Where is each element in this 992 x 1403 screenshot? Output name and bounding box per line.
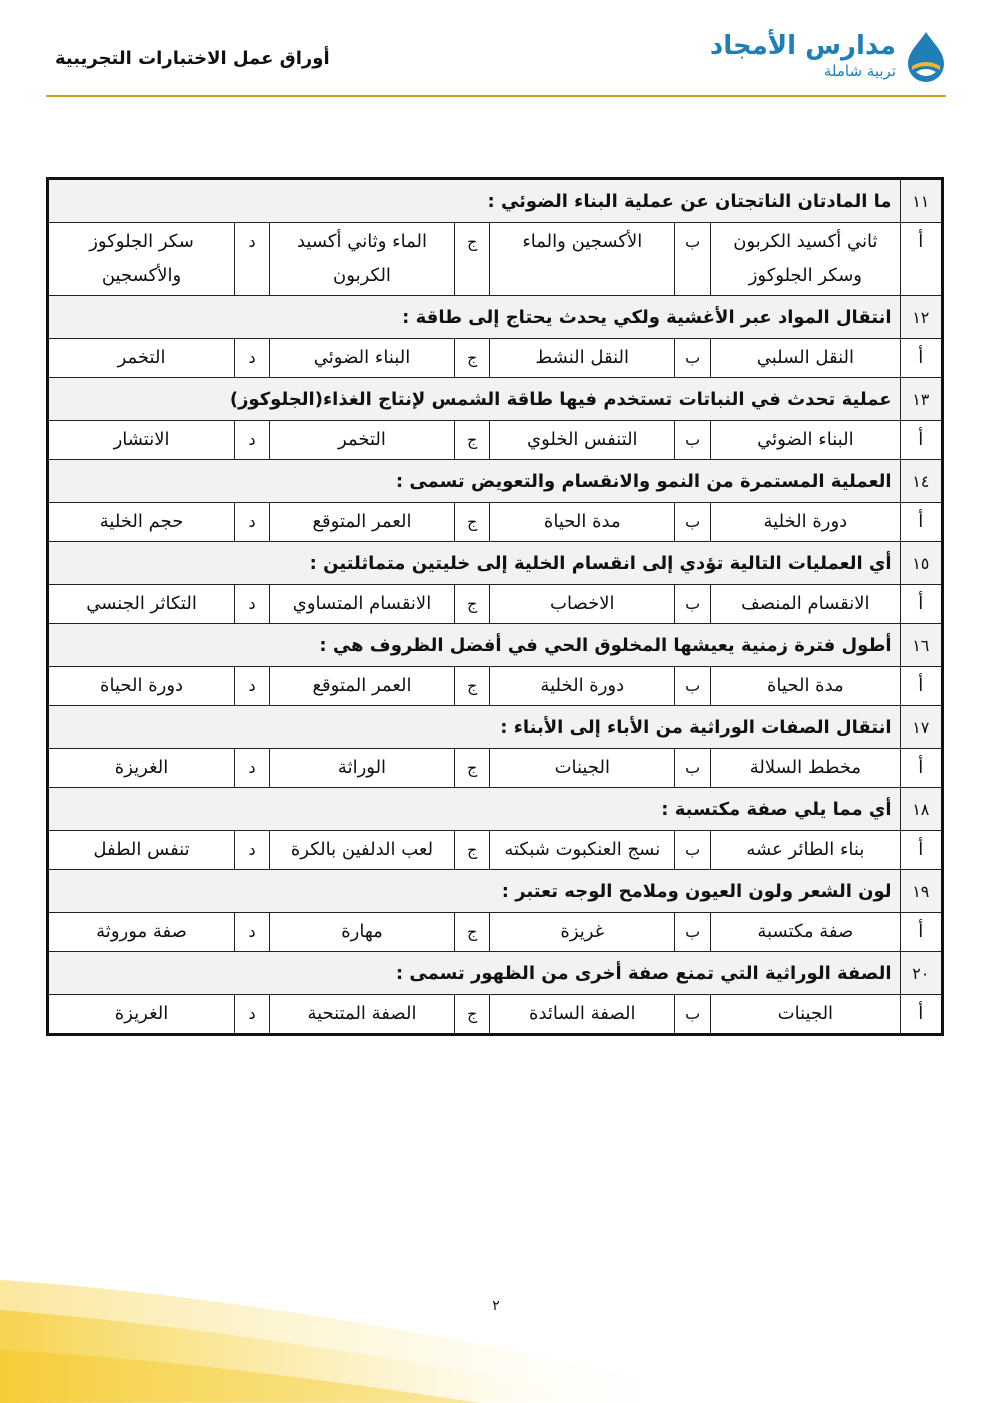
option-letter-c: ج: [454, 503, 489, 542]
option-d[interactable]: الانتشار: [48, 421, 235, 460]
question-row: [48, 624, 943, 667]
question-text: أطول فترة زمنية يعيشها المخلوق الحي في أفضل الظروف هي :: [48, 624, 901, 667]
option-letter-c: ج: [454, 223, 489, 296]
question-text: أي مما يلي صفة مكتسبة :: [48, 788, 901, 831]
question-text: ما المادتان الناتجتان عن عملية البناء الضوئي :: [48, 179, 901, 223]
question-row: [48, 870, 943, 913]
question-number: ١١: [900, 179, 942, 223]
option-letter-c: ج: [454, 831, 489, 870]
page-header: [0, 0, 992, 100]
answer-row: [48, 831, 943, 870]
question-number: ١٢: [900, 296, 942, 339]
question-row: [48, 952, 943, 995]
option-b[interactable]: دورة الخلية: [490, 667, 675, 706]
option-letter-a: أ: [900, 421, 942, 460]
answer-row: [48, 223, 943, 296]
answer-row: [48, 585, 943, 624]
option-b[interactable]: الاخصاب: [490, 585, 675, 624]
option-letter-a: أ: [900, 995, 942, 1035]
option-c[interactable]: الوراثة: [270, 749, 455, 788]
logo-name: مدارس الأمجاد: [709, 31, 896, 61]
question-number: ١٥: [900, 542, 942, 585]
option-letter-a: أ: [900, 223, 942, 296]
option-letter-b: ب: [675, 749, 711, 788]
option-letter-c: ج: [454, 421, 489, 460]
option-d[interactable]: تنفس الطفل: [48, 831, 235, 870]
answer-row: [48, 749, 943, 788]
header-divider: [46, 95, 946, 97]
option-c[interactable]: الانقسام المتساوي: [270, 585, 455, 624]
option-letter-c: ج: [454, 585, 489, 624]
question-text: لون الشعر ولون العيون وملامح الوجه تعتبر :: [48, 870, 901, 913]
answer-row: [48, 667, 943, 706]
option-b[interactable]: النقل النشط: [490, 339, 675, 378]
option-letter-d: د: [235, 503, 270, 542]
option-letter-b: ب: [675, 831, 711, 870]
page-number: ٢: [492, 1298, 500, 1314]
option-b[interactable]: الجينات: [490, 749, 675, 788]
option-a[interactable]: دورة الخلية: [711, 503, 900, 542]
question-text: انتقال الصفات الوراثية من الأباء إلى الأبناء :: [48, 706, 901, 749]
option-a[interactable]: بناء الطائر عشه: [711, 831, 900, 870]
option-b[interactable]: التنفس الخلوي: [490, 421, 675, 460]
question-row: [48, 378, 943, 421]
option-letter-c: ج: [454, 667, 489, 706]
answer-row: [48, 421, 943, 460]
option-b[interactable]: مدة الحياة: [490, 503, 675, 542]
page-title: أوراق عمل الاختبارات التجريبية: [55, 48, 330, 69]
question-number: ١٤: [900, 460, 942, 503]
option-d[interactable]: الغريزة: [48, 995, 235, 1035]
logo-drop-icon: [904, 30, 948, 82]
logo-tagline: تربية شاملة: [823, 62, 896, 80]
question-number: ١٩: [900, 870, 942, 913]
option-letter-d: د: [235, 995, 270, 1035]
option-d[interactable]: الغريزة: [48, 749, 235, 788]
question-row: [48, 706, 943, 749]
option-a[interactable]: البناء الضوئي: [711, 421, 900, 460]
option-letter-b: ب: [675, 339, 711, 378]
option-d[interactable]: التخمر: [48, 339, 235, 378]
option-b[interactable]: الصفة السائدة: [490, 995, 675, 1035]
school-logo: [710, 30, 948, 82]
question-number: ١٦: [900, 624, 942, 667]
question-number: ٢٠: [900, 952, 942, 995]
option-a[interactable]: ثاني أكسيد الكربون وسكر الجلوكوز: [711, 223, 900, 296]
question-row: [48, 179, 943, 223]
option-letter-a: أ: [900, 749, 942, 788]
questions-table: [46, 177, 944, 1036]
option-letter-b: ب: [675, 667, 711, 706]
answer-row: [48, 913, 943, 952]
answer-row: [48, 339, 943, 378]
option-a[interactable]: مخطط السلالة: [711, 749, 900, 788]
option-b[interactable]: غريزة: [490, 913, 675, 952]
option-letter-a: أ: [900, 667, 942, 706]
option-letter-a: أ: [900, 339, 942, 378]
option-letter-c: ج: [454, 749, 489, 788]
option-letter-b: ب: [675, 913, 711, 952]
answer-row: [48, 995, 943, 1035]
option-letter-d: د: [235, 339, 270, 378]
option-letter-a: أ: [900, 585, 942, 624]
option-d[interactable]: صفة موروثة: [48, 913, 235, 952]
option-c[interactable]: الماء وثاني أكسيد الكربون: [270, 223, 455, 296]
question-text: العملية المستمرة من النمو والانقسام والتعويض تسمى :: [48, 460, 901, 503]
option-c[interactable]: التخمر: [270, 421, 455, 460]
option-c[interactable]: لعب الدلفين بالكرة: [270, 831, 455, 870]
question-row: [48, 788, 943, 831]
option-letter-a: أ: [900, 503, 942, 542]
option-letter-a: أ: [900, 913, 942, 952]
option-letter-d: د: [235, 667, 270, 706]
option-letter-b: ب: [675, 223, 711, 296]
question-number: ١٨: [900, 788, 942, 831]
option-letter-d: د: [235, 831, 270, 870]
option-d[interactable]: التكاثر الجنسي: [48, 585, 235, 624]
option-b[interactable]: نسج العنكبوت شبكته: [490, 831, 675, 870]
option-c[interactable]: البناء الضوئي: [270, 339, 455, 378]
question-text: انتقال المواد عبر الأغشية ولكي يحدث يحتاج إلى طاقة :: [48, 296, 901, 339]
option-letter-b: ب: [675, 421, 711, 460]
option-letter-d: د: [235, 223, 270, 296]
option-letter-d: د: [235, 749, 270, 788]
option-letter-c: ج: [454, 339, 489, 378]
option-a[interactable]: النقل السلبي: [711, 339, 900, 378]
question-number: ١٣: [900, 378, 942, 421]
option-letter-d: د: [235, 913, 270, 952]
decorative-swoosh: [0, 1240, 992, 1403]
option-a[interactable]: مدة الحياة: [711, 667, 900, 706]
answer-row: [48, 503, 943, 542]
question-row: [48, 296, 943, 339]
option-c[interactable]: العمر المتوقع: [270, 503, 455, 542]
question-number: ١٧: [900, 706, 942, 749]
option-letter-c: ج: [454, 995, 489, 1035]
option-b[interactable]: الأكسجين والماء: [490, 223, 675, 296]
option-a[interactable]: الجينات: [711, 995, 900, 1035]
option-d[interactable]: دورة الحياة: [48, 667, 235, 706]
option-c[interactable]: مهارة: [270, 913, 455, 952]
option-c[interactable]: الصفة المتنحية: [270, 995, 455, 1035]
question-row: [48, 460, 943, 503]
option-letter-d: د: [235, 585, 270, 624]
option-a[interactable]: الانقسام المنصف: [711, 585, 900, 624]
question-text: عملية تحدث في النباتات تستخدم فيها طاقة الشمس لإنتاج الغذاء(الجلوكوز): [48, 378, 901, 421]
option-a[interactable]: صفة مكتسبة: [711, 913, 900, 952]
option-c[interactable]: العمر المتوقع: [270, 667, 455, 706]
option-letter-b: ب: [675, 585, 711, 624]
option-letter-b: ب: [675, 995, 711, 1035]
question-row: [48, 542, 943, 585]
question-text: أي العمليات التالية تؤدي إلى انقسام الخلية إلى خليتين متماثلتين :: [48, 542, 901, 585]
question-text: الصفة الوراثية التي تمنع صفة أخرى من الظهور تسمى :: [48, 952, 901, 995]
option-letter-b: ب: [675, 503, 711, 542]
option-letter-c: ج: [454, 913, 489, 952]
option-letter-d: د: [235, 421, 270, 460]
option-d[interactable]: حجم الخلية: [48, 503, 235, 542]
option-d[interactable]: سكر الجلوكوز والأكسجين: [48, 223, 235, 296]
option-letter-a: أ: [900, 831, 942, 870]
